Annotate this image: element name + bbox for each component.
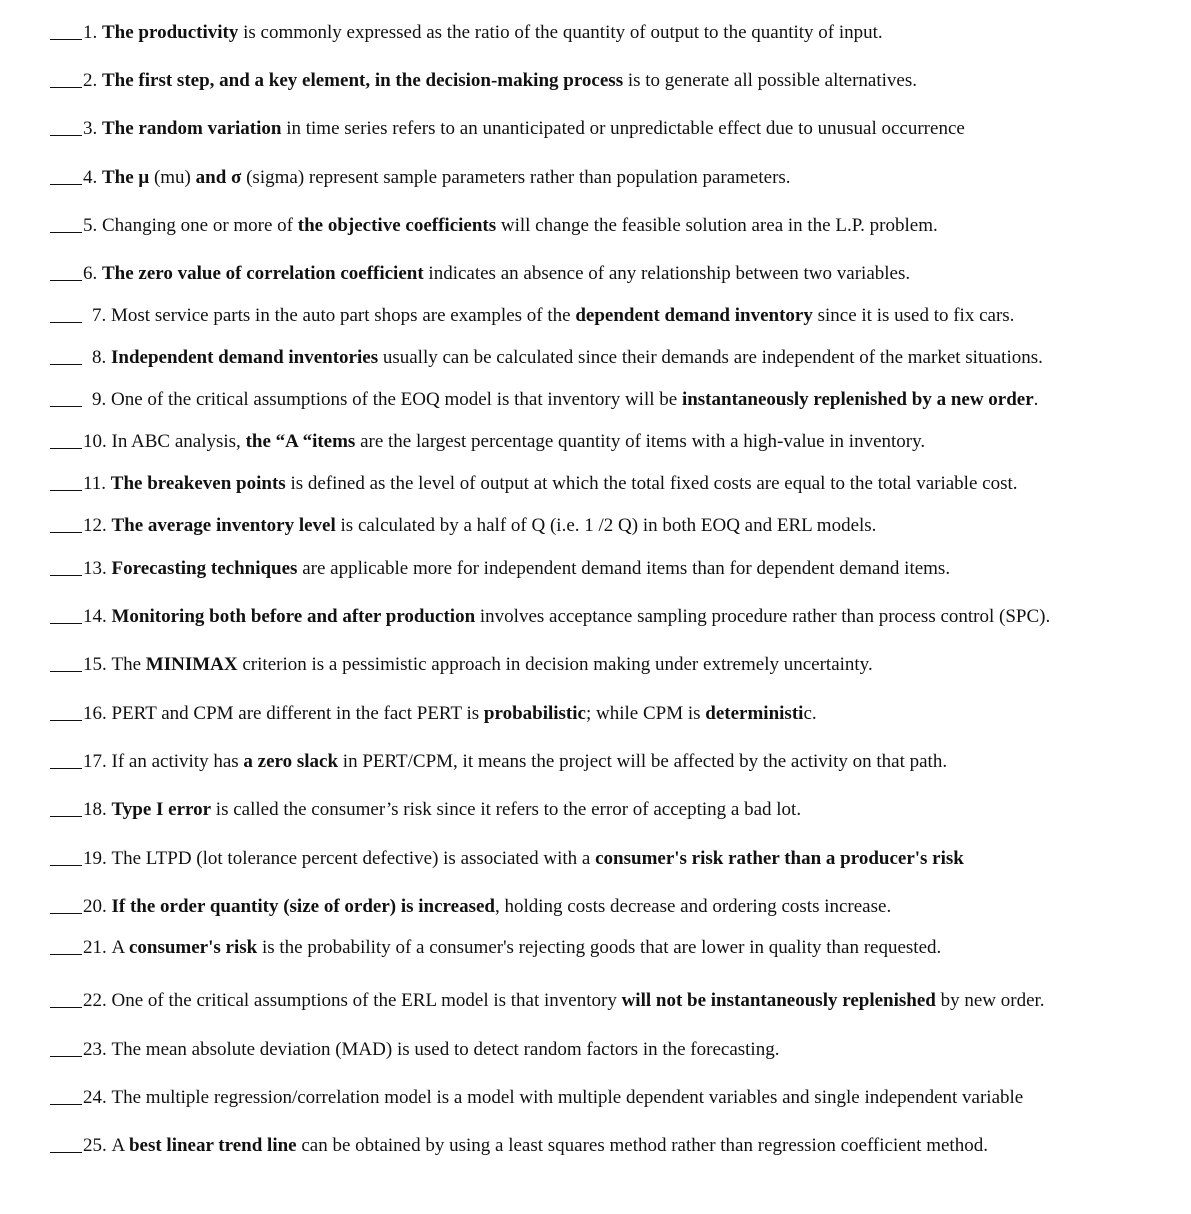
answer-blank[interactable] (50, 448, 82, 449)
question-12 (50, 514, 1170, 538)
question-text: , holding costs decrease and ordering costs increase. (494, 896, 892, 917)
question-text: Changing one or more of (102, 215, 298, 236)
question-number: 21. (83, 937, 107, 958)
question-text: is commonly expressed as the ratio of the quantity of output to the quantity of input. (238, 22, 883, 43)
question-13 (50, 557, 1170, 581)
question-number: 11. (83, 473, 107, 494)
question-text: Monitoring both before and after production (111, 606, 476, 627)
question-text: Type I error (111, 799, 212, 820)
answer-blank[interactable] (50, 490, 82, 491)
question-text: is calculated by a half of Q (i.e. 1 /2 Q) in both EOQ and ERL models. (335, 515, 877, 536)
question-text: will change the feasible solution area in the L.P. problem. (496, 215, 938, 236)
answer-blank[interactable] (50, 322, 82, 323)
answer-blank[interactable] (50, 232, 82, 233)
question-number: 24. (83, 1087, 107, 1108)
question-text: MINIMAX (145, 654, 238, 675)
question-number: 3. (83, 118, 98, 139)
question-text: consumer's risk (128, 937, 258, 958)
question-text: The random variation (102, 118, 282, 139)
question-number: 18. (83, 799, 107, 820)
question-text: One of the critical assumptions of the EOQ model is that inventory will be (111, 389, 682, 410)
question-text: A (111, 937, 129, 958)
question-text: can be obtained by using a least squares method rather than regression coefficient method. (296, 1135, 988, 1156)
question-text: c. (803, 703, 817, 724)
question-19 (50, 847, 1170, 871)
question-text: A (111, 1135, 129, 1156)
question-7 (50, 304, 1170, 328)
answer-blank[interactable] (50, 575, 82, 576)
question-text: a zero slack (243, 751, 339, 772)
question-20 (50, 895, 1170, 919)
question-number: 22. (83, 990, 107, 1011)
question-5 (50, 214, 1170, 238)
answer-blank[interactable] (50, 913, 82, 914)
question-number: 5. (83, 215, 98, 236)
question-text: deterministi (705, 703, 804, 724)
answer-blank[interactable] (50, 532, 82, 533)
question-17 (50, 750, 1170, 774)
question-text: Forecasting techniques (111, 558, 298, 579)
question-number: 14. (83, 606, 107, 627)
question-text: usually can be calculated since their demands are independent of the market situations. (378, 347, 1043, 368)
question-text: Most service parts in the auto part shops are examples of the (111, 305, 576, 326)
question-text: ; while CPM is (585, 703, 706, 724)
question-number: 9. (92, 389, 107, 410)
answer-blank[interactable] (50, 1007, 82, 1008)
question-number: 17. (83, 751, 107, 772)
answer-blank[interactable] (50, 280, 82, 281)
question-number: 19. (83, 848, 107, 869)
question-text: . (1033, 389, 1039, 410)
question-15 (50, 653, 1170, 677)
answer-blank[interactable] (50, 87, 82, 88)
question-11 (50, 472, 1170, 496)
answer-blank[interactable] (50, 184, 82, 185)
answer-blank[interactable] (50, 865, 82, 866)
question-text: are applicable more for independent demand items than for dependent demand items. (297, 558, 951, 579)
question-text: The multiple regression/correlation model is a model with multiple dependent variables and single independent variable (111, 1087, 1024, 1108)
question-23 (50, 1038, 1170, 1062)
question-text: If the order quantity (size of order) is increased (111, 896, 495, 917)
answer-blank[interactable] (50, 720, 82, 721)
question-text: The productivity (102, 22, 239, 43)
question-text: by new order. (935, 990, 1045, 1011)
question-18 (50, 798, 1170, 822)
answer-blank[interactable] (50, 406, 82, 407)
question-text: The zero value of correlation coefficient (102, 263, 424, 284)
question-number: 10. (83, 431, 107, 452)
question-text: If an activity has (111, 751, 244, 772)
question-text: best linear trend line (128, 1135, 297, 1156)
question-number: 4. (83, 167, 98, 188)
answer-blank[interactable] (50, 671, 82, 672)
answer-blank[interactable] (50, 623, 82, 624)
question-text: Independent demand inventories (111, 347, 379, 368)
question-text: The μ (102, 167, 150, 188)
answer-blank[interactable] (50, 1056, 82, 1057)
question-21 (50, 936, 1170, 960)
question-text: probabilistic (483, 703, 586, 724)
question-number: 16. (83, 703, 107, 724)
question-text: criterion is a pessimistic approach in decision making under extremely uncertainty. (237, 654, 873, 675)
question-text: The average inventory level (111, 515, 336, 536)
question-8 (50, 346, 1170, 370)
question-text: The mean absolute deviation (MAD) is used to detect random factors in the forecasting. (111, 1039, 780, 1060)
question-number: 23. (83, 1039, 107, 1060)
answer-blank[interactable] (50, 954, 82, 955)
question-text: The breakeven points (110, 473, 286, 494)
question-number: 25. (83, 1135, 107, 1156)
question-6 (50, 262, 1170, 286)
question-25 (50, 1134, 1170, 1158)
question-text: involves acceptance sampling procedure rather than process control (SPC). (475, 606, 1051, 627)
question-text: are the largest percentage quantity of items with a high-value in inventory. (355, 431, 926, 452)
question-number: 8. (92, 347, 107, 368)
answer-blank[interactable] (50, 1152, 82, 1153)
question-text: is to generate all possible alternatives. (623, 70, 917, 91)
question-number: 1. (83, 22, 98, 43)
question-1 (50, 21, 1170, 45)
question-text: since it is used to fix cars. (812, 305, 1015, 326)
question-number: 15. (83, 654, 107, 675)
question-text: in time series refers to an unanticipated or unpredictable effect due to unusual occurrence (281, 118, 965, 139)
question-text: will not be instantaneously replenished (621, 990, 936, 1011)
question-text: (sigma) represent sample parameters rather than population parameters. (241, 167, 791, 188)
question-16 (50, 702, 1170, 726)
question-text: (mu) (149, 167, 196, 188)
question-text: The (111, 654, 146, 675)
question-text: is defined as the level of output at which the total fixed costs are equal to the total variable cost. (285, 473, 1018, 494)
question-text: instantaneously replenished by a new order (681, 389, 1034, 410)
question-number: 12. (83, 515, 107, 536)
question-text: is the probability of a consumer's rejecting goods that are lower in quality than requested. (257, 937, 942, 958)
answer-blank[interactable] (50, 364, 82, 365)
question-number: 2. (83, 70, 98, 91)
question-text: PERT and CPM are different in the fact PERT is (111, 703, 484, 724)
question-14 (50, 605, 1170, 629)
question-10 (50, 430, 1170, 454)
question-text: in PERT/CPM, it means the project will be affected by the activity on that path. (338, 751, 948, 772)
question-text: the objective coefficients (297, 215, 497, 236)
question-text: indicates an absence of any relationship between two variables. (423, 263, 911, 284)
question-number: 7. (92, 305, 107, 326)
answer-blank[interactable] (50, 39, 82, 40)
question-text: One of the critical assumptions of the ERL model is that inventory (111, 990, 622, 1011)
question-number: 13. (83, 558, 107, 579)
question-text: The first step, and a key element, in the decision-making process (102, 70, 624, 91)
question-text: and σ (195, 167, 242, 188)
question-number: 20. (83, 896, 107, 917)
answer-blank[interactable] (50, 768, 82, 769)
question-22 (50, 989, 1170, 1013)
question-2 (50, 69, 1170, 93)
answer-blank[interactable] (50, 1104, 82, 1105)
question-text: In ABC analysis, (111, 431, 246, 452)
question-3 (50, 117, 1170, 141)
question-4 (50, 166, 1170, 190)
question-24 (50, 1086, 1170, 1110)
question-9 (50, 388, 1170, 412)
answer-blank[interactable] (50, 816, 82, 817)
answer-blank[interactable] (50, 135, 82, 136)
question-text: is called the consumer’s risk since it refers to the error of accepting a bad lot. (211, 799, 802, 820)
question-number: 6. (83, 263, 98, 284)
question-text: the “A “items (245, 431, 356, 452)
question-text: The LTPD (lot tolerance percent defective) is associated with a (111, 848, 596, 869)
question-text: consumer's risk rather than a producer's risk (595, 848, 964, 869)
question-text: dependent demand inventory (575, 305, 813, 326)
